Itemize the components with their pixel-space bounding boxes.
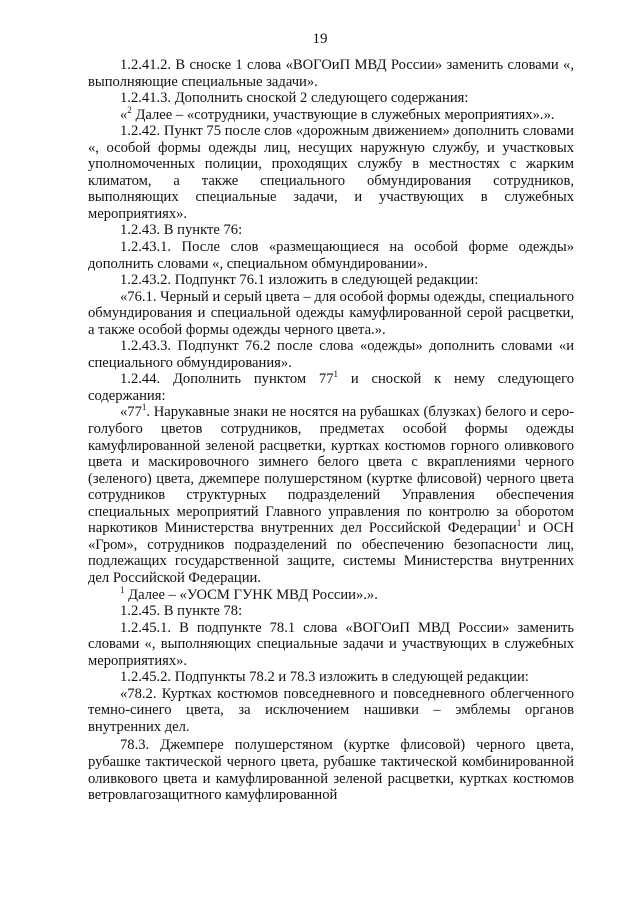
paragraph-text: 1.2.42. Пункт 75 после слов «дорожным движением» дополнить словами «, особой формы одежды лиц, несущих наружную службу, и участковых уполномоченных полиции, проходящих службу в местностях с жарким климатом, а также специального обмундирования сотрудников, выполняющих специальные задачи, и участвующих в служебных мероприятиях».	[88, 123, 574, 222]
paragraph	[88, 90, 574, 107]
footnote-marker: 1	[333, 369, 339, 380]
paragraph-text: Далее – «УОСМ ГУНК МВД России».».	[124, 586, 378, 603]
paragraph	[88, 239, 574, 272]
footnote-marker: 1	[516, 518, 522, 529]
footnote-marker: 1	[120, 584, 125, 595]
paragraph	[88, 104, 574, 124]
paragraph-text: 1.2.43.2. Подпункт 76.1 изложить в следующей редакции:	[120, 272, 479, 289]
paragraph	[88, 222, 574, 239]
paragraph	[88, 57, 574, 90]
paragraph	[88, 338, 574, 371]
paragraph-text: 1.2.41.3. Дополнить сноской 2 следующего содержания:	[120, 90, 469, 107]
paragraph-text: 1.2.45.1. В подпункте 78.1 слова «ВОГОиП МВД России» заменить словами «, выполняющих специальные задачи и участвующих в служебных мероприятиях».	[88, 619, 574, 669]
paragraph-text: «76.1. Черный и серый цвета – для особой формы одежды, специального обмундирования и специальной одежды камуфлированной серой расцветки, а также особой формы одежды черного цвета.».	[88, 288, 574, 338]
paragraph	[88, 603, 574, 620]
footnote-marker: 2	[127, 104, 132, 115]
paragraph-text: 1.2.43.1. После слов «размещающиеся на особой форме одежды» дополнить словами «, специальном обмундировании».	[88, 239, 574, 272]
paragraph-text: 1.2.45.2. Подпункты 78.2 и 78.3 изложить в следующей редакции:	[120, 669, 529, 686]
page-number: 19	[312, 31, 328, 47]
paragraph	[88, 371, 574, 404]
paragraph	[88, 289, 574, 339]
footnote-marker: 1	[141, 402, 147, 413]
paragraph	[88, 620, 574, 670]
paragraph-text: «78.2. Куртках костюмов повседневного и повседневного облегченного темно-синего цвета, за исключением нашивки – эмблемы органов внутренних дел.	[88, 685, 574, 735]
paragraph	[88, 686, 574, 736]
paragraph-text: 78.3. Джемпере полушерстяном (куртке флисовой) черного цвета, рубашке тактической черного цвета, рубашке тактической комбинированной оливкового цвета и камуфлированной зеленой расцветки, куртках костюмов ветровлагозащитного камуфлированной	[88, 737, 574, 804]
paragraph-text: 1.2.41.2. В сноске 1 слова «ВОГОиП МВД России» заменить словами «, выполняющие специальные задачи».	[88, 57, 574, 90]
paragraph-text: Далее – «сотрудники, участвующие в служебных мероприятиях».».	[131, 106, 555, 123]
paragraph	[88, 737, 574, 803]
paragraph-text: «77	[120, 404, 142, 421]
paragraph-text: . Нарукавные знаки не носятся на рубашках (блузках) белого и серо-голубого цветов сотрудников, предметах особой формы одежды камуфлированной зеленой расцветки, куртках костюмов горного оливкового цвета и маскировочного зимнего белого цвета с вкраплениями черного (зеленого) цвета, джемпере полушерстяном (куртке флисовой) черного цвета сотрудников структурных подразделений Управления обеспечения специальных мероприятий Главного управления по контролю за оборотом наркотиков Министерства внутренних дел Российской Федерации	[88, 404, 574, 537]
paragraph	[88, 404, 574, 586]
paragraph	[88, 272, 574, 289]
paragraph	[88, 669, 574, 686]
paragraph-text: «	[120, 106, 128, 123]
paragraph-text: 1.2.43. В пункте 76:	[120, 222, 243, 239]
paragraph	[88, 584, 574, 604]
paragraph-text: и сноской к нему следующего содержания:	[88, 371, 574, 404]
paragraph-text: 1.2.44. Дополнить пунктом 77	[120, 371, 334, 388]
paragraph-text: 1.2.43.3. Подпункт 76.2 после слова «одежды» дополнить словами «и специального обмундирования».	[88, 338, 574, 371]
paragraph-text: 1.2.45. В пункте 78:	[120, 603, 243, 620]
paragraph-text: и ОСН «Гром», сотрудников подразделений по обеспечению безопасности лиц, подлежащих государственной защите, системы Министерства внутренних дел Российской Федерации.	[88, 520, 574, 586]
document-body	[88, 57, 574, 804]
paragraph	[88, 123, 574, 222]
